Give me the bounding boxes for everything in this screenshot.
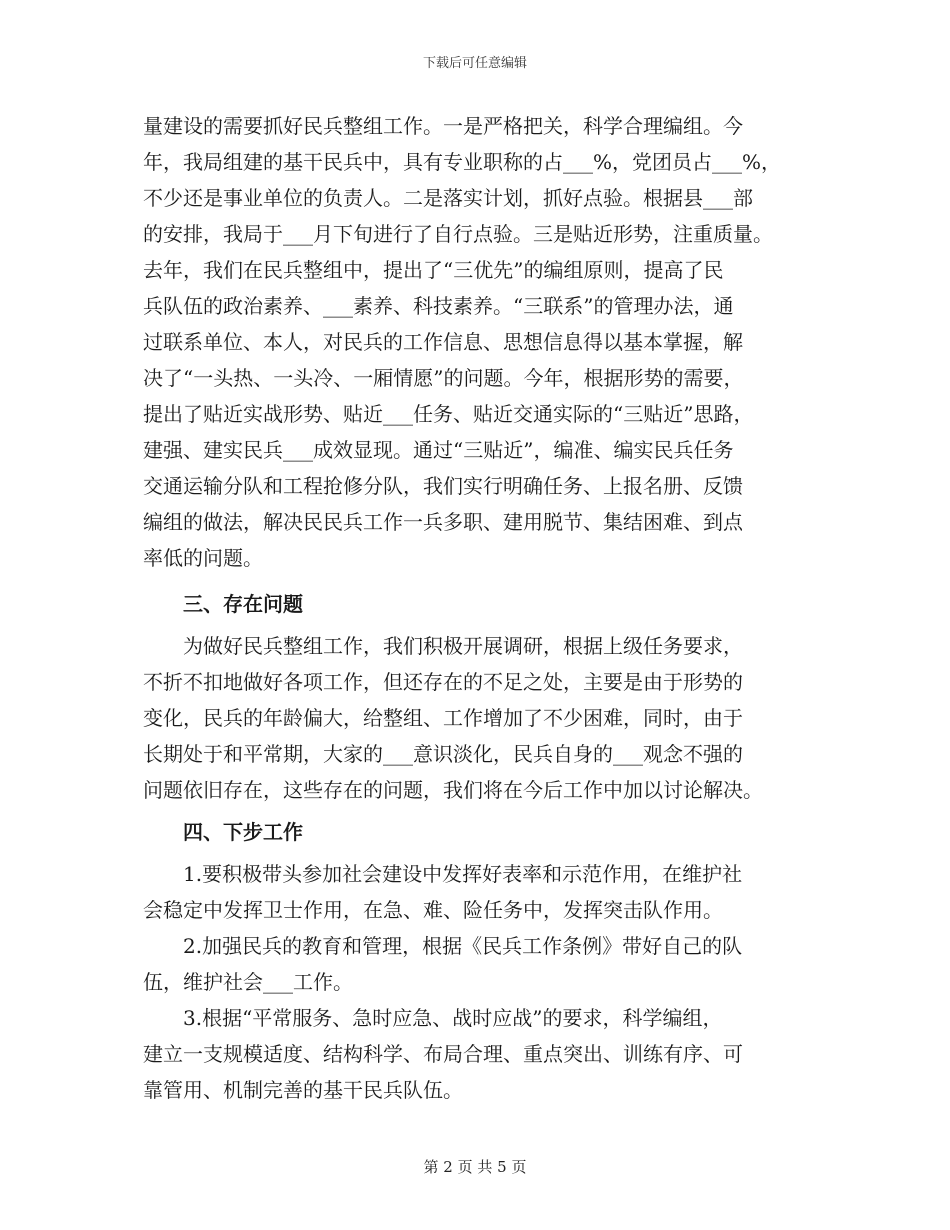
body-line: 长期处于和平常期，大家的___意识淡化，民兵自身的___观念不强的 xyxy=(143,742,743,766)
body-line: 交通运输分队和工程抢修分队，我们实行明确任务、上报名册、反馈 xyxy=(143,474,743,498)
body-line: 兵队伍的政治素养、___素养、科技素养。“三联系”的管理办法，通 xyxy=(143,294,734,318)
page-number-footer: 第 2 页 共 5 页 xyxy=(423,1158,527,1176)
body-line: 过联系单位、本人，对民兵的工作信息、思想信息得以基本掌握，解 xyxy=(143,330,743,354)
body-line: 率低的问题。 xyxy=(143,546,263,570)
body-line: 会稳定中发挥卫士作用，在急、难、险任务中，发挥突击队作用。 xyxy=(143,898,723,922)
section-heading: 三、存在问题 xyxy=(183,592,303,616)
body-line: 去年，我们在民兵整组中，提出了“三优先”的编组原则，提高了民 xyxy=(143,258,724,282)
body-line: 不少还是事业单位的负责人。二是落实计划，抓好点验。根据县___部 xyxy=(143,186,753,210)
body-line: 不折不扣地做好各项工作，但还存在的不足之处，主要是由于形势的 xyxy=(143,670,743,694)
body-line: 决了“一头热、一头冷、一厢情愿”的问题。今年，根据形势的需要， xyxy=(143,366,744,390)
body-line: 为做好民兵整组工作，我们积极开展调研，根据上级任务要求， xyxy=(183,634,743,658)
body-line: 靠管用、机制完善的基干民兵队伍。 xyxy=(143,1078,463,1102)
body-line: 伍，维护社会___工作。 xyxy=(143,970,353,994)
body-line: 问题依旧存在，这些存在的问题，我们将在今后工作中加以讨论解决。 xyxy=(143,778,763,802)
page-header: 下载后可任意编辑 xyxy=(422,56,527,71)
body-line: 的安排，我局于___月下旬进行了自行点验。三是贴近形势，注重质量。 xyxy=(143,222,773,246)
body-line: 变化，民兵的年龄偏大，给整组、工作增加了不少困难，同时，由于 xyxy=(143,706,743,730)
body-line: 1.要积极带头参加社会建设中发挥好表率和示范作用，在维护社 xyxy=(183,862,743,886)
section-heading: 四、下步工作 xyxy=(183,820,303,844)
body-line: 量建设的需要抓好民兵整组工作。一是严格把关，科学合理编组。今 xyxy=(143,114,743,138)
body-line: 建立一支规模适度、结构科学、布局合理、重点突出、训练有序、可 xyxy=(143,1042,743,1066)
body-line: 2.加强民兵的教育和管理，根据《民兵工作条例》带好自己的队 xyxy=(183,934,743,958)
body-line: 建强、建实民兵___成效显现。通过“三贴近”，编准、编实民兵任务 xyxy=(143,438,734,462)
body-line: 年，我局组建的基干民兵中，具有专业职称的占___%，党团员占___%， xyxy=(143,150,782,174)
body-line: 编组的做法，解决民民兵工作一兵多职、建用脱节、集结困难、到点 xyxy=(143,510,743,534)
body-line: 提出了贴近实战形势、贴近___任务、贴近交通实际的“三贴近”思路， xyxy=(143,402,754,426)
body-line: 3.根据“平常服务、急时应急、战时应战”的要求，科学编组， xyxy=(183,1006,723,1030)
